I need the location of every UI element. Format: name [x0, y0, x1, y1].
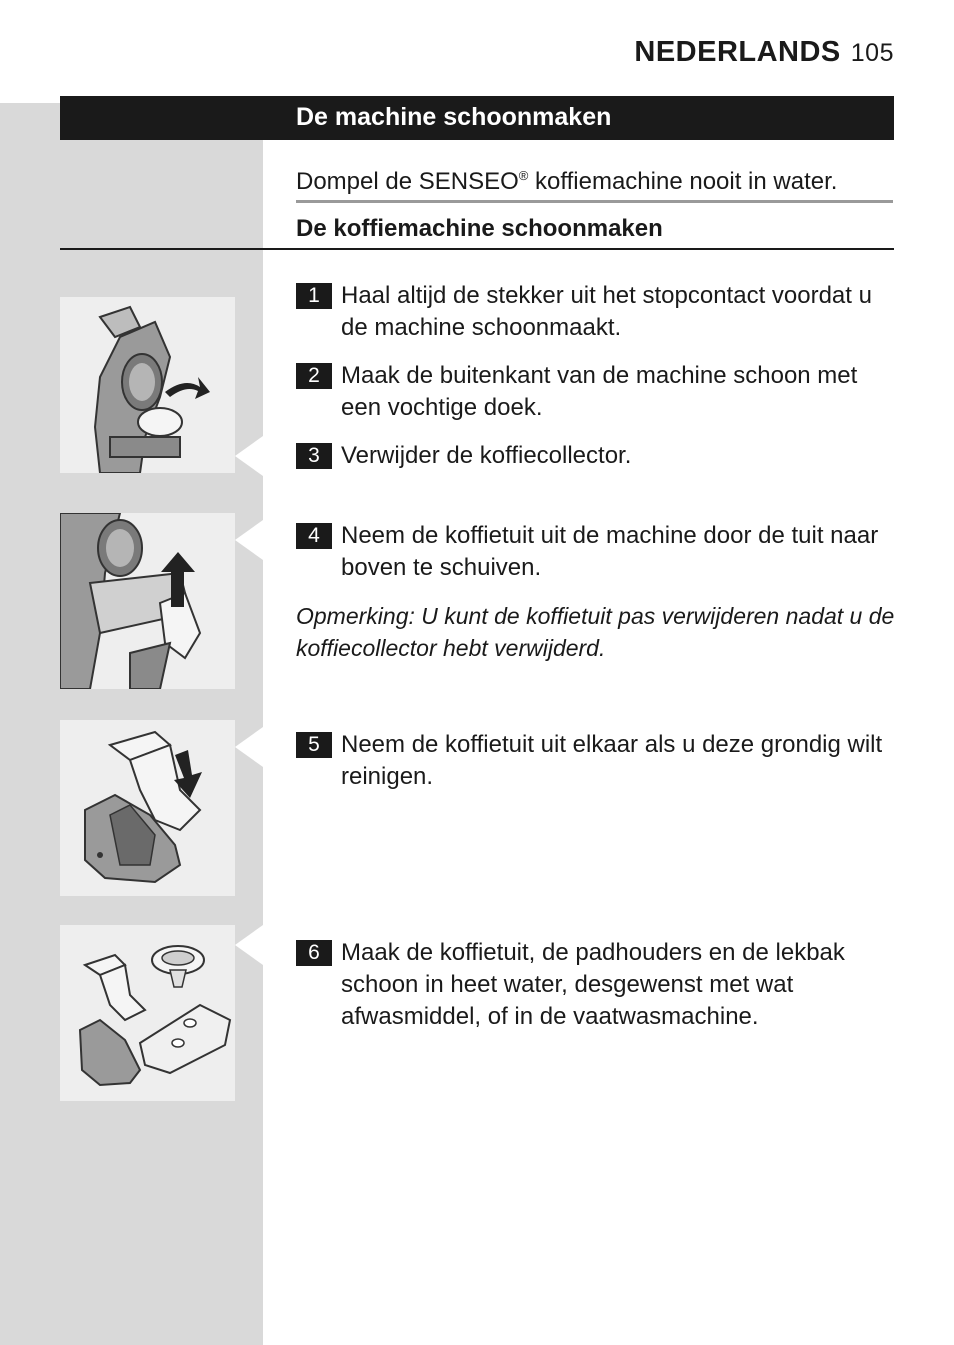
subsection-title: De koffiemachine schoonmaken [296, 215, 663, 242]
step-text: Neem de koffietuit uit de machine door de tuit naar boven te schuiven. [341, 522, 879, 581]
pointer-arrow-icon [235, 436, 263, 476]
coffee-machine-remove-spout-icon [60, 513, 235, 689]
step-text: Haal altijd de stekker uit het stopcontact voordat u de machine schoonmaakt. [341, 282, 872, 341]
page-number: 105 [850, 39, 894, 67]
page-header [560, 36, 894, 69]
step-number: 5 [296, 732, 332, 758]
section-title: De machine schoonmaken [296, 103, 612, 131]
warning-text: Dompel de SENSEO® koffiemachine nooit in water. [296, 168, 893, 203]
step-number: 2 [296, 363, 332, 389]
step-text: Neem de koffietuit uit elkaar als u deze grondig wilt reinigen. [341, 731, 883, 790]
language-label: NEDERLANDS [634, 36, 841, 68]
pointer-arrow-icon [235, 727, 263, 767]
step-number: 6 [296, 940, 332, 966]
step-number: 1 [296, 283, 332, 309]
parts-cleaning-icon [60, 925, 235, 1101]
step-text: Verwijder de koffiecollector. [341, 442, 632, 469]
spout-disassemble-icon [60, 720, 235, 896]
step-text: Maak de koffietuit, de padhouders en de lekbak schoon in heet water, desgewenst met wat afwasmiddel, of in de vaatwasmachine. [341, 939, 845, 1030]
step-number: 4 [296, 523, 332, 549]
divider [60, 248, 894, 250]
pointer-arrow-icon [235, 925, 263, 965]
section-title-bar [60, 96, 894, 140]
step-number: 3 [296, 443, 332, 469]
step-text: Maak de buitenkant van de machine schoon met een vochtige doek. [341, 362, 858, 421]
note-text: Opmerking: U kunt de koffietuit pas verwijderen nadat u de koffiecollector hebt verwijderd. [296, 603, 895, 661]
pointer-arrow-icon [235, 520, 263, 560]
coffee-machine-remove-collector-icon [60, 297, 235, 473]
